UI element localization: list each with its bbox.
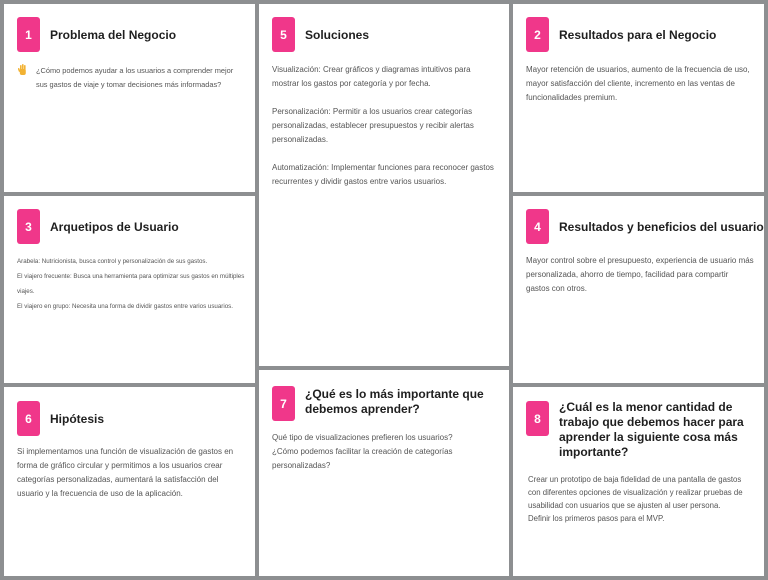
card-body [17, 254, 245, 314]
archetype-item: Arabela: Nutricionista, busca control y personalización de sus gastos. [17, 258, 208, 265]
card-title: Soluciones [305, 28, 370, 42]
card-number-badge: 3 [17, 209, 40, 244]
card-number-badge: 4 [526, 209, 549, 244]
card-title: Resultados para el Negocio [559, 28, 717, 42]
card-title: Resultados y beneficios del usuario [559, 220, 764, 234]
card-text: ¿Cómo podemos ayudar a los usuarios a comprender mejor sus gastos de viaje y tomar decisiones más informadas? [36, 66, 234, 89]
card-title: Hipótesis [50, 412, 105, 426]
card-minimum-work [513, 387, 764, 576]
learning-question: Qué tipo de visualizaciones prefieren los usuarios? [272, 433, 453, 442]
card-body [272, 431, 499, 473]
card-business-results [513, 4, 764, 192]
card-text: Mayor retención de usuarios, aumento de la frecuencia de uso, mayor satisfacción del cliente, incremento en las ventas de funcionalidades premium. [526, 65, 750, 102]
archetype-item: El viajero en grupo: Necesita una forma de dividir gastos entre varios usuarios. [17, 303, 233, 310]
learning-question: ¿Cómo podemos facilitar la creación de categorías personalizadas? [272, 447, 453, 470]
card-user-archetypes [4, 196, 255, 383]
card-body [526, 63, 754, 119]
card-text: Mayor control sobre el presupuesto, experiencia de usuario más personalizada, ahorro de tiempo, facilidad para compartir gastos con otros. [526, 256, 754, 293]
card-title: Arquetipos de Usuario [50, 220, 179, 234]
lean-canvas-board [4, 4, 764, 576]
card-title: ¿Qué es lo más importante que debemos aprender? [305, 387, 484, 416]
card-number-badge: 2 [526, 17, 549, 52]
card-number-badge: 5 [272, 17, 295, 52]
card-number-badge: 8 [526, 401, 549, 436]
card-body [36, 64, 245, 106]
card-title: Problema del Negocio [50, 28, 177, 42]
card-body [272, 63, 499, 203]
card-number-badge: 7 [272, 386, 295, 421]
card-most-important-learning [259, 370, 509, 576]
card-text: Si implementamos una función de visualización de gastos en forma de gráfico circular y permitimos a los usuarios crear categorías personalizadas, aumentará la satisfacción del usuario y la frecuencia de uso de la aplicación. [17, 447, 234, 498]
minimum-work-step: Definir los primeros pasos para el MVP. [528, 514, 665, 523]
solution-visualization: Visualización: Crear gráficos y diagramas intuitivos para mostrar los gastos por categoría y por fecha. [272, 65, 471, 88]
solution-personalization: Personalización: Permitir a los usuarios crear categorías personalizadas, establecer presupuestos y recibir alertas personalizadas. [272, 107, 474, 144]
card-title: ¿Cuál es la menor cantidad de trabajo que debemos hacer para aprender la siguiente cosa más importante? [559, 400, 744, 459]
archetype-item: El viajero frecuente: Busca una herramienta para optimizar sus gastos en múltiples viajes. [17, 273, 245, 295]
minimum-work-step: Crear un prototipo de baja fidelidad de una pantalla de gastos con diferentes opciones de visualización y realizar pruebas de usabilidad con usuarios que se ajusten al user persona. [528, 475, 743, 510]
raised-hand-icon [18, 64, 28, 76]
card-number-badge: 1 [17, 17, 40, 52]
card-number-badge: 6 [17, 401, 40, 436]
card-body [528, 473, 754, 525]
solution-automation: Automatización: Implementar funciones para reconocer gastos recurrentes y dividir gastos entre varios usuarios. [272, 163, 494, 186]
card-body [17, 445, 245, 515]
card-solutions [259, 4, 509, 366]
card-hypothesis [4, 387, 255, 576]
card-body [526, 254, 754, 310]
card-business-problem [4, 4, 255, 192]
card-user-results [513, 196, 764, 383]
